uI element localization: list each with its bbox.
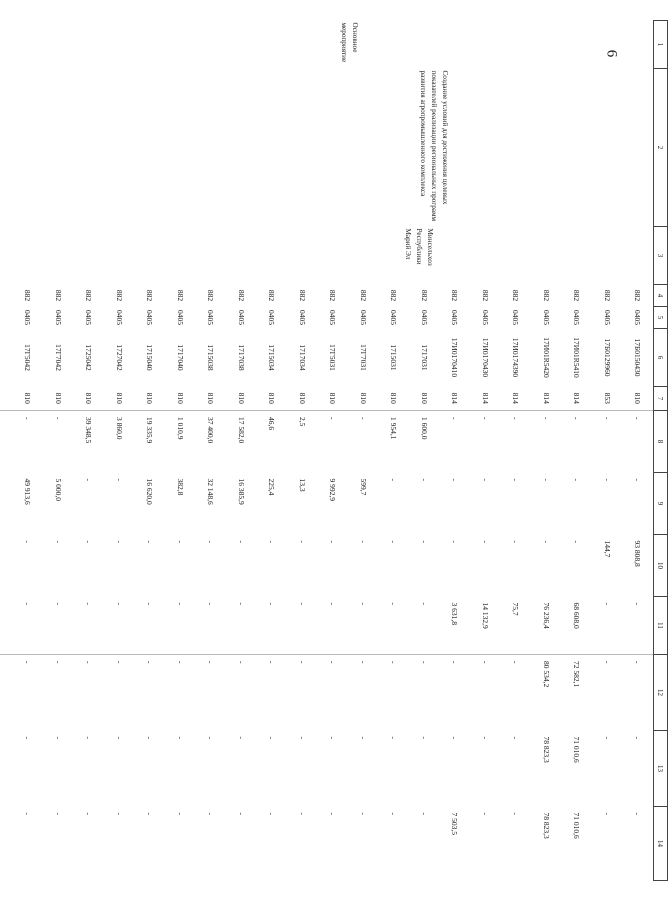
cell-c13: [0, 731, 13, 807]
cell-c9: -: [480, 478, 490, 481]
cell-c11: 75,7: [511, 602, 521, 616]
cell-c5: 0405: [633, 310, 643, 325]
cell-c9: 16 620,0: [145, 478, 155, 505]
cell-c11: 76 236,4: [541, 602, 551, 629]
cell-c10: -: [23, 540, 33, 543]
column-header-12: 12: [654, 655, 668, 731]
cell-c11: -: [389, 602, 399, 605]
cell-c13: -: [633, 736, 643, 739]
cell-c4: 882: [84, 289, 94, 302]
column-header-5: 5: [654, 307, 668, 329]
cell-c6: 17Б0129960: [602, 338, 612, 377]
cell-c11: -: [267, 602, 277, 605]
cell-c4: 882: [480, 289, 490, 302]
cell-c8: [0, 411, 13, 473]
cell-c11: -: [175, 602, 185, 605]
cell-c12: -: [409, 655, 440, 731]
cell-c10: -: [267, 540, 277, 543]
cell-c5: 0405: [53, 310, 63, 325]
cell-c11: -: [602, 602, 612, 605]
cell-c10: -: [389, 540, 399, 543]
cell-c14: -: [511, 812, 521, 815]
budget-table-sheet: [23, 20, 668, 880]
column-header-11: 11: [654, 597, 668, 655]
cell-c8: 1 954,1: [379, 411, 410, 473]
cell-c7: 814: [572, 392, 582, 404]
cell-c4: 882: [389, 289, 399, 302]
cell-c11: [0, 597, 13, 655]
cell-c9: -: [633, 478, 643, 481]
cell-c13: -: [145, 736, 155, 739]
cell-c4: 882: [358, 289, 368, 302]
cell-c13: -: [114, 736, 124, 739]
cell-c5: 0405: [175, 310, 185, 325]
cell-c5: 0405: [297, 310, 307, 325]
cell-c7: 810: [84, 392, 94, 404]
cell-c14: -: [206, 812, 216, 815]
column-header-10: 10: [654, 535, 668, 597]
rotated-page: [23, 20, 668, 880]
cell-c12: -: [257, 655, 288, 731]
cell-c13: -: [602, 736, 612, 739]
table-header: [654, 21, 668, 881]
cell-c13: -: [450, 736, 460, 739]
cell-c9: [0, 473, 13, 535]
table-row: [623, 21, 654, 881]
cell-c5: 0405: [328, 310, 338, 325]
cell-c8: 1 600,0: [409, 411, 440, 473]
column-header-14: 14: [654, 807, 668, 881]
cell-c11: -: [114, 602, 124, 605]
cell-c9: 599,7: [358, 478, 368, 496]
cell-c4: 882: [267, 289, 277, 302]
cell-c10: [0, 535, 13, 597]
merged-description-text: Создание условий для достижения целевых показателей реализации региональных программ развития агропромышленного комплекса: [419, 70, 449, 222]
cell-c11: -: [145, 602, 155, 605]
cell-c7: 810: [175, 392, 185, 404]
cell-c10: -: [480, 540, 490, 543]
cell-c7: 810: [358, 392, 368, 404]
cell-c4: 882: [541, 289, 551, 302]
cell-c12: -: [104, 655, 135, 731]
cell-c13: -: [297, 736, 307, 739]
column-header-6: 6: [654, 329, 668, 387]
cell-c4: 882: [633, 289, 643, 302]
cell-c12: -: [501, 655, 532, 731]
cell-c14: [0, 807, 13, 881]
cell-c5: [0, 307, 13, 329]
cell-c10: -: [572, 540, 582, 543]
cell-c13: -: [236, 736, 246, 739]
cell-c5: 0405: [145, 310, 155, 325]
cell-c14: -: [419, 812, 429, 815]
cell-c8: -: [562, 411, 593, 473]
cell-c11: 68 608,0: [572, 602, 582, 629]
cell-c7: 814: [480, 392, 490, 404]
cell-c4: 882: [297, 289, 307, 302]
cell-c12: -: [379, 655, 410, 731]
cell-c10: -: [328, 540, 338, 543]
cell-c4: 882: [511, 289, 521, 302]
cell-c14: -: [53, 812, 63, 815]
cell-c13: -: [419, 736, 429, 739]
cell-c6: 1715031: [389, 344, 399, 371]
cell-c11: -: [297, 602, 307, 605]
cell-c7: 810: [23, 392, 33, 404]
cell-c6: 1717040: [175, 344, 185, 371]
column-header-9: 9: [654, 473, 668, 535]
cell-c10: -: [450, 540, 460, 543]
cell-c9: -: [450, 478, 460, 481]
cell-c14: 78 823,3: [541, 812, 551, 839]
cell-c14: -: [236, 812, 246, 815]
cell-c5: 0405: [358, 310, 368, 325]
cell-c6: 1717031: [419, 344, 429, 371]
cell-c13: 78 823,3: [541, 736, 551, 763]
cell-c8: -: [13, 411, 44, 473]
cell-c4: 882: [23, 289, 33, 302]
cell-c9: -: [511, 478, 521, 481]
cell-c12: -: [135, 655, 166, 731]
cell-c13: -: [84, 736, 94, 739]
cell-c5: 0405: [511, 310, 521, 325]
cell-c12: -: [440, 655, 471, 731]
cell-c13: -: [480, 736, 490, 739]
cell-c7: 814: [450, 392, 460, 404]
cell-c8: -: [501, 411, 532, 473]
cell-c7: 814: [541, 392, 551, 404]
cell-c10: -: [511, 540, 521, 543]
cell-c4: 882: [328, 289, 338, 302]
cell-c5: 0405: [206, 310, 216, 325]
cell-c7: 810: [328, 392, 338, 404]
cell-c14: -: [114, 812, 124, 815]
cell-c12: -: [74, 655, 105, 731]
cell-c14: 71 010,6: [572, 812, 582, 839]
cell-c9: 382,8: [175, 478, 185, 496]
cell-c4: 882: [53, 289, 63, 302]
cell-c9: -: [114, 478, 124, 481]
cell-c12: -: [196, 655, 227, 731]
cell-c13: -: [267, 736, 277, 739]
cell-c6: 1715040: [145, 344, 155, 371]
merged-main-activity: [0, 21, 654, 69]
cell-c8: -: [623, 411, 654, 473]
cell-c7: 810: [633, 392, 643, 404]
cell-c4: 882: [572, 289, 582, 302]
cell-c11: -: [84, 602, 94, 605]
cell-c6: 17И0174390: [511, 337, 521, 378]
cell-c6: 17И0170410: [450, 337, 460, 378]
cell-c12: -: [165, 655, 196, 731]
cell-c7: 853: [602, 392, 612, 404]
budget-allocation-table: [0, 20, 668, 881]
cell-c14: -: [389, 812, 399, 815]
page-number: 6: [603, 49, 620, 58]
cell-c4: 882: [175, 289, 185, 302]
cell-c12: -: [470, 655, 501, 731]
cell-c7: 810: [419, 392, 429, 404]
cell-c8: -: [43, 411, 74, 473]
cell-c12: -: [623, 655, 654, 731]
cell-c6: 1715038: [206, 344, 216, 371]
cell-c4: [0, 285, 13, 307]
merged-executor: [0, 227, 654, 285]
cell-c7: 810: [206, 392, 216, 404]
cell-c6: 1715034: [267, 344, 277, 371]
cell-c14: -: [358, 812, 368, 815]
cell-c12: -: [13, 655, 44, 731]
cell-c11: -: [206, 602, 216, 605]
cell-c9: 5 000,0: [53, 478, 63, 501]
cell-c10: -: [114, 540, 124, 543]
merged-description: [0, 69, 654, 227]
cell-c4: 882: [236, 289, 246, 302]
cell-c8: 19 335,9: [135, 411, 166, 473]
cell-c10: -: [175, 540, 185, 543]
cell-c11: -: [328, 602, 338, 605]
cell-c8: -: [318, 411, 349, 473]
cell-c7: 810: [145, 392, 155, 404]
cell-c9: 9 992,9: [328, 478, 338, 501]
cell-c10: -: [297, 540, 307, 543]
cell-c5: 0405: [84, 310, 94, 325]
column-header-1: 1: [654, 21, 668, 69]
cell-c9: -: [84, 478, 94, 481]
cell-c14: -: [633, 812, 643, 815]
cell-c5: 0405: [23, 310, 33, 325]
cell-c4: 882: [450, 289, 460, 302]
cell-c8: -: [440, 411, 471, 473]
cell-c11: -: [419, 602, 429, 605]
cell-c9: 13,3: [297, 478, 307, 492]
cell-c6: 1727042: [114, 344, 124, 371]
cell-c9: -: [541, 478, 551, 481]
cell-c10: 144,7: [602, 540, 612, 558]
cell-c7: 814: [511, 392, 521, 404]
column-header-3: 3: [654, 227, 668, 285]
cell-c9: 16 385,9: [236, 478, 246, 505]
cell-c5: 0405: [389, 310, 399, 325]
cell-c9: -: [389, 478, 399, 481]
cell-c14: -: [297, 812, 307, 815]
cell-c8: 3 860,0: [104, 411, 135, 473]
cell-c5: 0405: [419, 310, 429, 325]
cell-c6: 17Г5042: [23, 344, 33, 371]
cell-c11: -: [358, 602, 368, 605]
cell-c10: -: [84, 540, 94, 543]
cell-c4: 882: [145, 289, 155, 302]
cell-c6: 1725042: [84, 344, 94, 371]
cell-c9: -: [572, 478, 582, 481]
cell-c13: -: [389, 736, 399, 739]
cell-c10: -: [541, 540, 551, 543]
cell-c11: 14 132,9: [480, 602, 490, 629]
cell-c9: 49 913,6: [23, 478, 33, 505]
cell-c12: -: [43, 655, 74, 731]
table-body: [0, 21, 654, 881]
cell-c4: 882: [206, 289, 216, 302]
cell-c8: 37 400,0: [196, 411, 227, 473]
cell-c13: -: [23, 736, 33, 739]
cell-c8: 2,5: [287, 411, 318, 473]
column-header-2: 2: [654, 69, 668, 227]
cell-c12: -: [318, 655, 349, 731]
cell-c13: -: [175, 736, 185, 739]
cell-c9: -: [602, 478, 612, 481]
column-header-8: 8: [654, 411, 668, 473]
cell-c14: -: [602, 812, 612, 815]
cell-c7: 810: [53, 392, 63, 404]
cell-c5: 0405: [480, 310, 490, 325]
cell-c8: -: [470, 411, 501, 473]
merged-executor-text: Минсельхоз Республики Марий Эл: [404, 228, 434, 266]
cell-c14: -: [175, 812, 185, 815]
cell-c12: -: [348, 655, 379, 731]
cell-c8: -: [531, 411, 562, 473]
cell-c11: 3 631,8: [450, 602, 460, 625]
cell-c9: 225,4: [267, 478, 277, 496]
cell-c12: 80 534,2: [531, 655, 562, 731]
cell-c13: -: [328, 736, 338, 739]
cell-c12: -: [592, 655, 623, 731]
cell-c6: 17И01R5410: [572, 337, 582, 378]
merged-main-activity-text: Основное мероприятие: [340, 22, 359, 63]
cell-c10: -: [206, 540, 216, 543]
cell-c5: 0405: [114, 310, 124, 325]
cell-c5: 0405: [572, 310, 582, 325]
cell-c9: -: [419, 478, 429, 481]
cell-c8: 46,6: [257, 411, 288, 473]
cell-c14: 7 503,5: [450, 812, 460, 835]
cell-c14: -: [480, 812, 490, 815]
cell-c4: 882: [419, 289, 429, 302]
cell-c12: 72 582,1: [562, 655, 593, 731]
cell-c6: 17Г7042: [53, 344, 63, 371]
cell-c13: 71 010,6: [572, 736, 582, 763]
cell-c5: 0405: [602, 310, 612, 325]
cell-c6: 1717038: [236, 344, 246, 371]
cell-c14: -: [145, 812, 155, 815]
cell-c11: -: [633, 602, 643, 605]
cell-c6: 17Б0150430: [633, 338, 643, 377]
cell-c14: -: [84, 812, 94, 815]
cell-c7: 810: [389, 392, 399, 404]
cell-c10: -: [53, 540, 63, 543]
cell-c14: -: [328, 812, 338, 815]
cell-c6: 1717034: [297, 344, 307, 371]
cell-c6: 17Г5031: [328, 344, 338, 371]
cell-c6: [0, 329, 13, 387]
cell-c9: 32 148,6: [206, 478, 216, 505]
column-number-row: [654, 21, 668, 881]
cell-c10: -: [358, 540, 368, 543]
cell-c5: 0405: [236, 310, 246, 325]
cell-c14: -: [23, 812, 33, 815]
cell-c12: -: [226, 655, 257, 731]
cell-c11: -: [236, 602, 246, 605]
cell-c11: -: [23, 602, 33, 605]
cell-c5: 0405: [267, 310, 277, 325]
cell-c13: -: [206, 736, 216, 739]
cell-c10: -: [236, 540, 246, 543]
cell-c6: 17Г7031: [358, 344, 368, 371]
cell-c10: -: [145, 540, 155, 543]
cell-c13: -: [358, 736, 368, 739]
column-header-4: 4: [654, 285, 668, 307]
cell-c8: 39 348,5: [74, 411, 105, 473]
cell-c8: 17 582,0: [226, 411, 257, 473]
cell-c7: 810: [267, 392, 277, 404]
cell-c12: -: [287, 655, 318, 731]
cell-c7: 810: [236, 392, 246, 404]
cell-c5: 0405: [450, 310, 460, 325]
cell-c7: [0, 387, 13, 411]
cell-c10: 93 808,8: [633, 540, 643, 567]
cell-c6: 17И0170430: [480, 337, 490, 378]
cell-c8: -: [348, 411, 379, 473]
cell-c7: 810: [114, 392, 124, 404]
cell-c8: 1 010,9: [165, 411, 196, 473]
cell-c7: 810: [297, 392, 307, 404]
cell-c4: 882: [114, 289, 124, 302]
cell-c10: -: [419, 540, 429, 543]
cell-c13: -: [511, 736, 521, 739]
column-header-7: 7: [654, 387, 668, 411]
cell-c12: [0, 655, 13, 731]
cell-c6: 17И01R5420: [541, 337, 551, 378]
cell-c11: -: [53, 602, 63, 605]
cell-c5: 0405: [541, 310, 551, 325]
column-header-13: 13: [654, 731, 668, 807]
cell-c8: -: [592, 411, 623, 473]
cell-c14: -: [267, 812, 277, 815]
cell-c13: -: [53, 736, 63, 739]
cell-c4: 882: [602, 289, 612, 302]
